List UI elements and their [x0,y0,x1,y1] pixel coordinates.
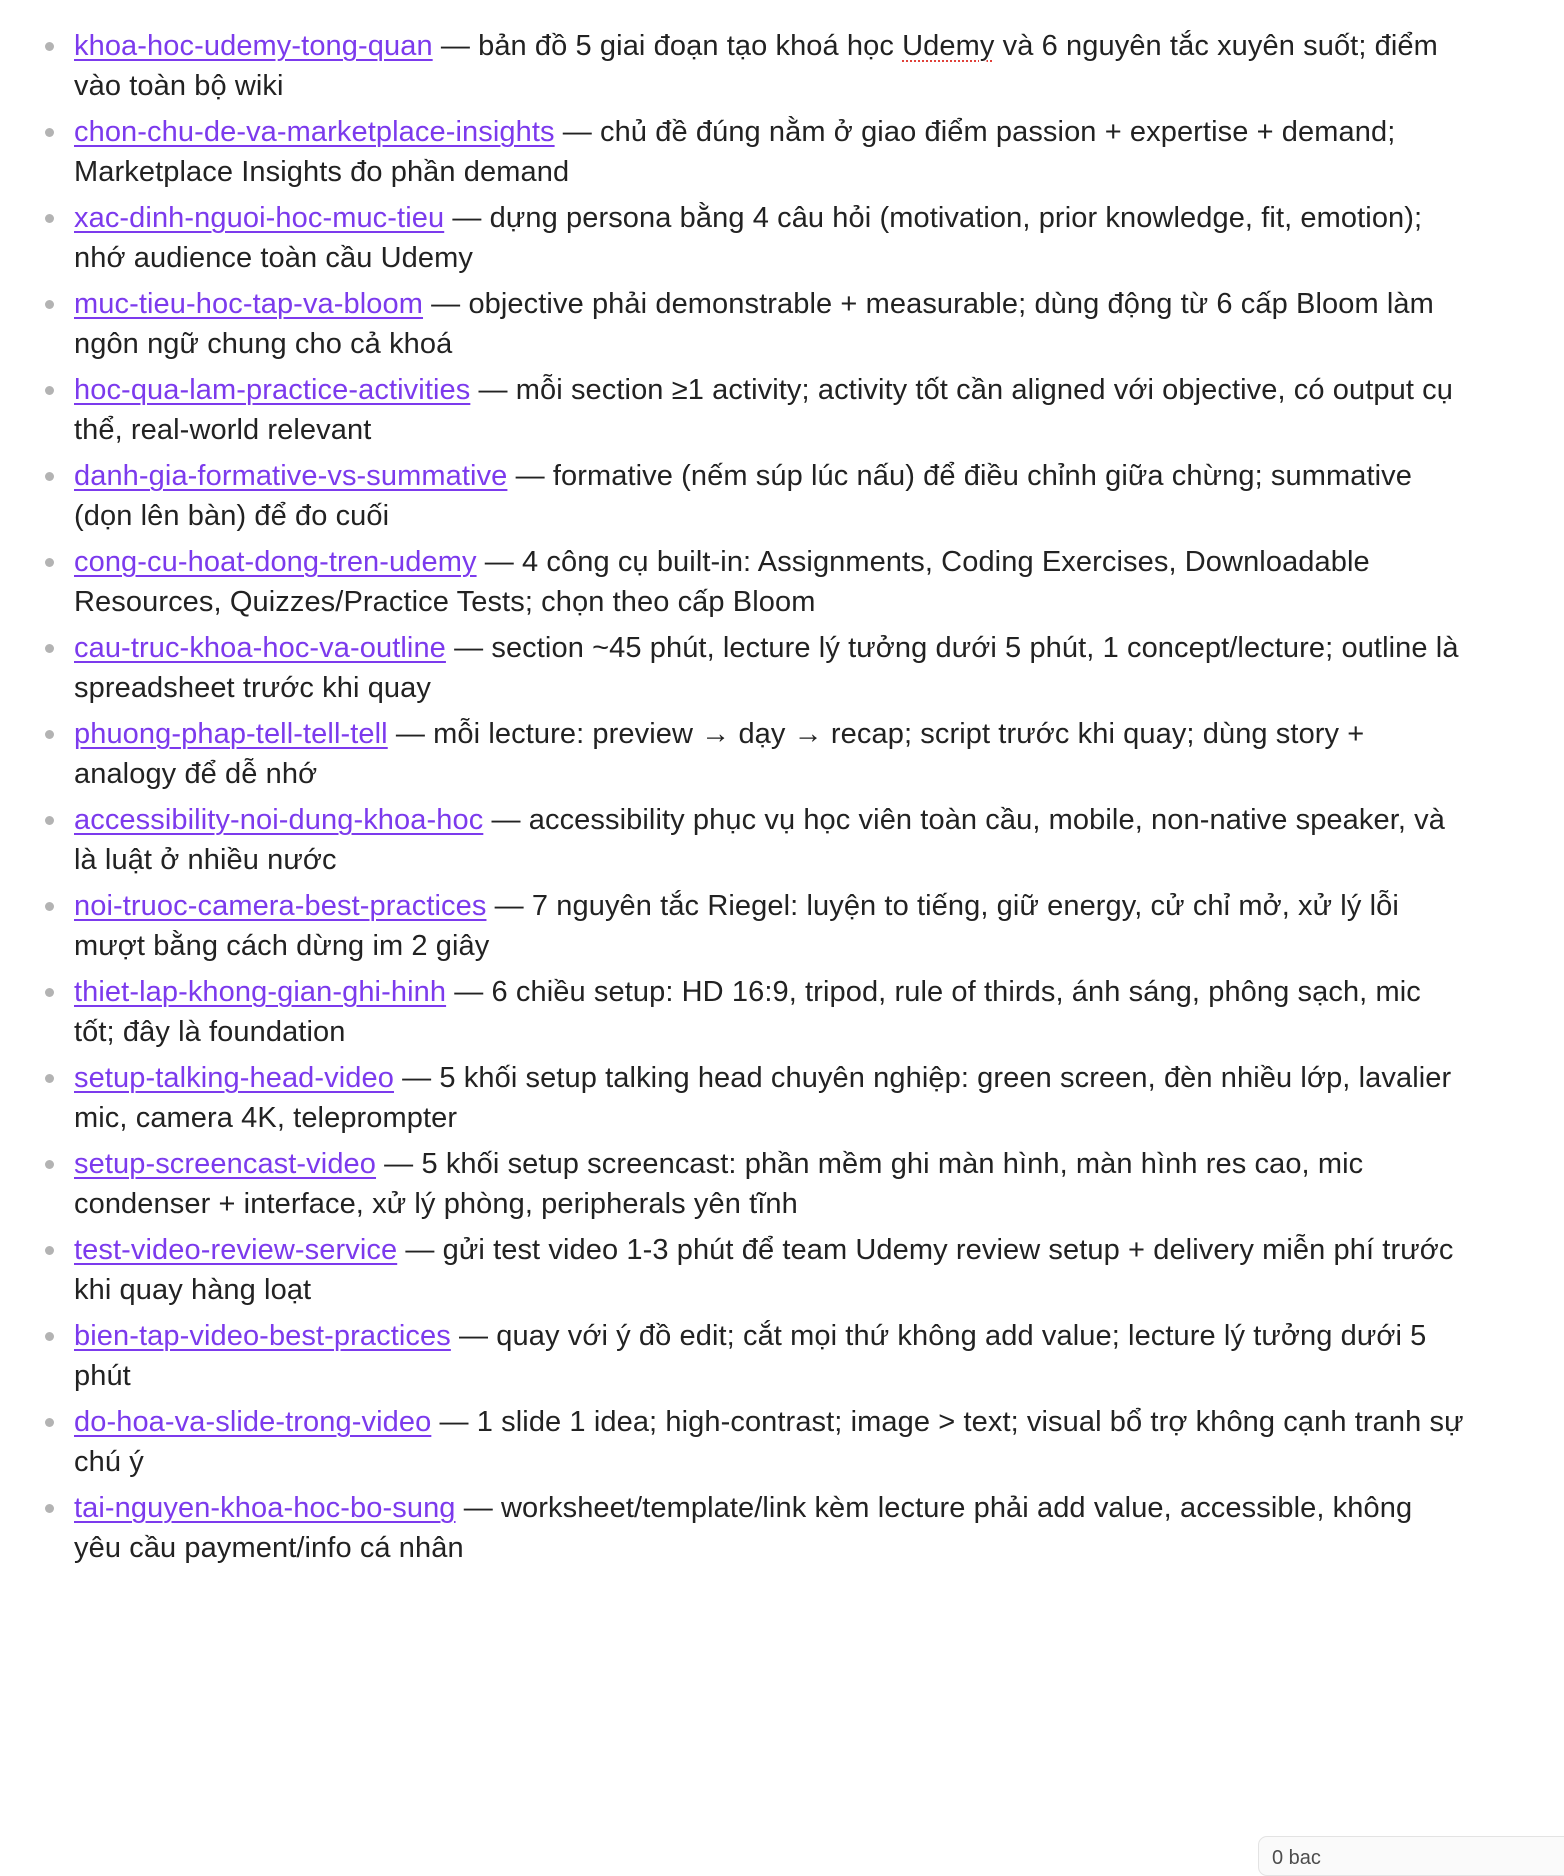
bullet-dot-icon [45,902,54,911]
em-dash-separator: — [397,1234,443,1266]
wiki-link[interactable]: cong-cu-hoat-dong-tren-udemy [74,546,477,578]
item-description: section ~45 phút, lecture lý tưởng dưới 5 phút, 1 concept/lecture; outline là spreadsheet trước khi quay [74,632,1459,705]
em-dash-separator: — [376,1148,422,1180]
wiki-link[interactable]: test-video-review-service [74,1234,398,1266]
em-dash-separator: — [476,546,522,578]
wiki-index-list [44,26,1464,1574]
item-description: quay với ý đồ edit; cắt mọi thứ không add value; lecture lý tưởng dưới 5 phút [74,1320,1427,1393]
em-dash-separator: — [387,718,434,750]
list-item [44,714,1464,795]
item-description: accessibility phục vụ học viên toàn cầu, mobile, non-native speaker, và là luật ở nhiều nước [74,804,1446,877]
list-item [44,542,1464,623]
list-item [44,886,1464,967]
bullet-dot-icon [45,988,54,997]
em-dash-separator: — [423,288,469,320]
item-description: formative (nếm súp lúc nấu) để điều chỉnh giữa chừng; summative (dọn lên bàn) để đo cuối [74,460,1412,533]
em-dash-separator: — [444,202,490,234]
em-dash-separator: — [507,460,553,492]
wiki-link[interactable]: noi-truoc-camera-best-practices [74,890,487,922]
list-item [44,1316,1464,1397]
item-description: chủ đề đúng nằm ở giao điểm passion + expertise + demand; Marketplace Insights đo phần demand [74,116,1396,189]
list-item [44,1144,1464,1225]
list-item [44,1402,1464,1483]
bullet-dot-icon [45,816,54,825]
em-dash-separator: — [446,976,492,1008]
em-dash-separator: — [432,30,479,62]
bullet-dot-icon [45,1246,54,1255]
bullet-dot-icon [45,1074,54,1083]
bullet-dot-icon [45,128,54,137]
list-item [44,370,1464,451]
list-item [44,198,1464,279]
item-description: objective phải demonstrable + measurable; dùng động từ 6 cấp Bloom làm ngôn ngữ chung cho cả khoá [74,288,1434,361]
wiki-link[interactable]: chon-chu-de-va-marketplace-insights [74,116,555,148]
list-item [44,972,1464,1053]
bullet-dot-icon [45,1332,54,1341]
wiki-link[interactable]: setup-screencast-video [74,1148,377,1180]
wiki-link[interactable]: xac-dinh-nguoi-hoc-muc-tieu [74,202,445,234]
em-dash-separator: — [486,890,532,922]
item-description: mỗi lecture: preview → dạy → recap; script trước khi quay; dùng story + analogy để dễ nhớ [74,718,1365,791]
bullet-dot-icon [45,558,54,567]
bullet-dot-icon [45,386,54,395]
backlinks-count-label: 0 bac [1272,1847,1321,1869]
bullet-dot-icon [45,1160,54,1169]
spellcheck-flagged-word[interactable]: Udemy [902,30,995,62]
wiki-link[interactable]: bien-tap-video-best-practices [74,1320,451,1352]
list-item [44,800,1464,881]
wiki-link[interactable]: thiet-lap-khong-gian-ghi-hinh [74,976,447,1008]
wiki-link[interactable]: tai-nguyen-khoa-hoc-bo-sung [74,1492,456,1524]
list-item [44,26,1464,107]
wiki-link[interactable]: accessibility-noi-dung-khoa-hoc [74,804,484,836]
item-description: mỗi section ≥1 activity; activity tốt cần aligned với objective, có output cụ thể, real-world relevant [74,374,1454,447]
list-item [44,628,1464,709]
em-dash-separator: — [445,632,492,664]
em-dash-separator: — [470,374,516,406]
wiki-link[interactable]: muc-tieu-hoc-tap-va-bloom [74,288,424,320]
item-description: worksheet/template/link kèm lecture phải add value, accessible, không yêu cầu payment/info cá nhân [74,1492,1413,1565]
em-dash-separator: — [450,1320,497,1352]
bullet-dot-icon [45,1418,54,1427]
list-item [44,1488,1464,1569]
wiki-link[interactable]: cau-truc-khoa-hoc-va-outline [74,632,446,664]
em-dash-separator: — [431,1406,477,1438]
list-item [44,1058,1464,1139]
em-dash-separator: — [483,804,529,836]
item-description-continued: và 6 nguyên tắc xuyên suốt; điểm vào toàn bộ wiki [74,30,1438,103]
bullet-dot-icon [45,644,54,653]
item-description: bản đồ 5 giai đoạn tạo khoá học [478,30,903,62]
bullet-dot-icon [45,42,54,51]
item-description: dựng persona bằng 4 câu hỏi (motivation, prior knowledge, fit, emotion); nhớ audience toàn cầu Udemy [74,202,1423,275]
list-item [44,1230,1464,1311]
item-description: 5 khối setup talking head chuyên nghiệp: green screen, đèn nhiều lớp, lavalier mic, camera 4K, teleprompter [74,1062,1452,1135]
backlinks-status[interactable] [1258,1836,1564,1876]
wiki-link[interactable]: setup-talking-head-video [74,1062,394,1094]
list-item [44,112,1464,193]
bullet-dot-icon [45,472,54,481]
wiki-link[interactable]: hoc-qua-lam-practice-activities [74,374,471,406]
bullet-dot-icon [45,214,54,223]
list-item [44,456,1464,537]
wiki-link[interactable]: khoa-hoc-udemy-tong-quan [74,30,433,62]
wiki-link[interactable]: danh-gia-formative-vs-summative [74,460,508,492]
bullet-dot-icon [45,300,54,309]
item-description: 7 nguyên tắc Riegel: luyện to tiếng, giữ energy, cử chỉ mở, xử lý lỗi mượt bằng cách dừng im 2 giây [74,890,1399,963]
item-description: 6 chiều setup: HD 16:9, tripod, rule of thirds, ánh sáng, phông sạch, mic tốt; đây là foundation [74,976,1421,1049]
em-dash-separator: — [554,116,601,148]
item-description: 5 khối setup screencast: phần mềm ghi màn hình, màn hình res cao, mic condenser + interface, xử lý phòng, peripherals yên tĩnh [74,1148,1364,1221]
bullet-dot-icon [45,1504,54,1513]
wiki-link[interactable]: do-hoa-va-slide-trong-video [74,1406,432,1438]
item-description: 1 slide 1 idea; high-contrast; image > text; visual bổ trợ không cạnh tranh sự chú ý [74,1406,1464,1479]
em-dash-separator: — [393,1062,440,1094]
item-description: 4 công cụ built-in: Assignments, Coding Exercises, Downloadable Resources, Quizzes/Practice Tests; chọn theo cấp Bloom [74,546,1370,619]
bullet-dot-icon [45,730,54,739]
list-item [44,284,1464,365]
item-description: gửi test video 1-3 phút để team Udemy review setup + delivery miễn phí trước khi quay hàng loạt [74,1234,1454,1307]
wiki-link[interactable]: phuong-phap-tell-tell-tell [74,718,388,750]
em-dash-separator: — [455,1492,501,1524]
